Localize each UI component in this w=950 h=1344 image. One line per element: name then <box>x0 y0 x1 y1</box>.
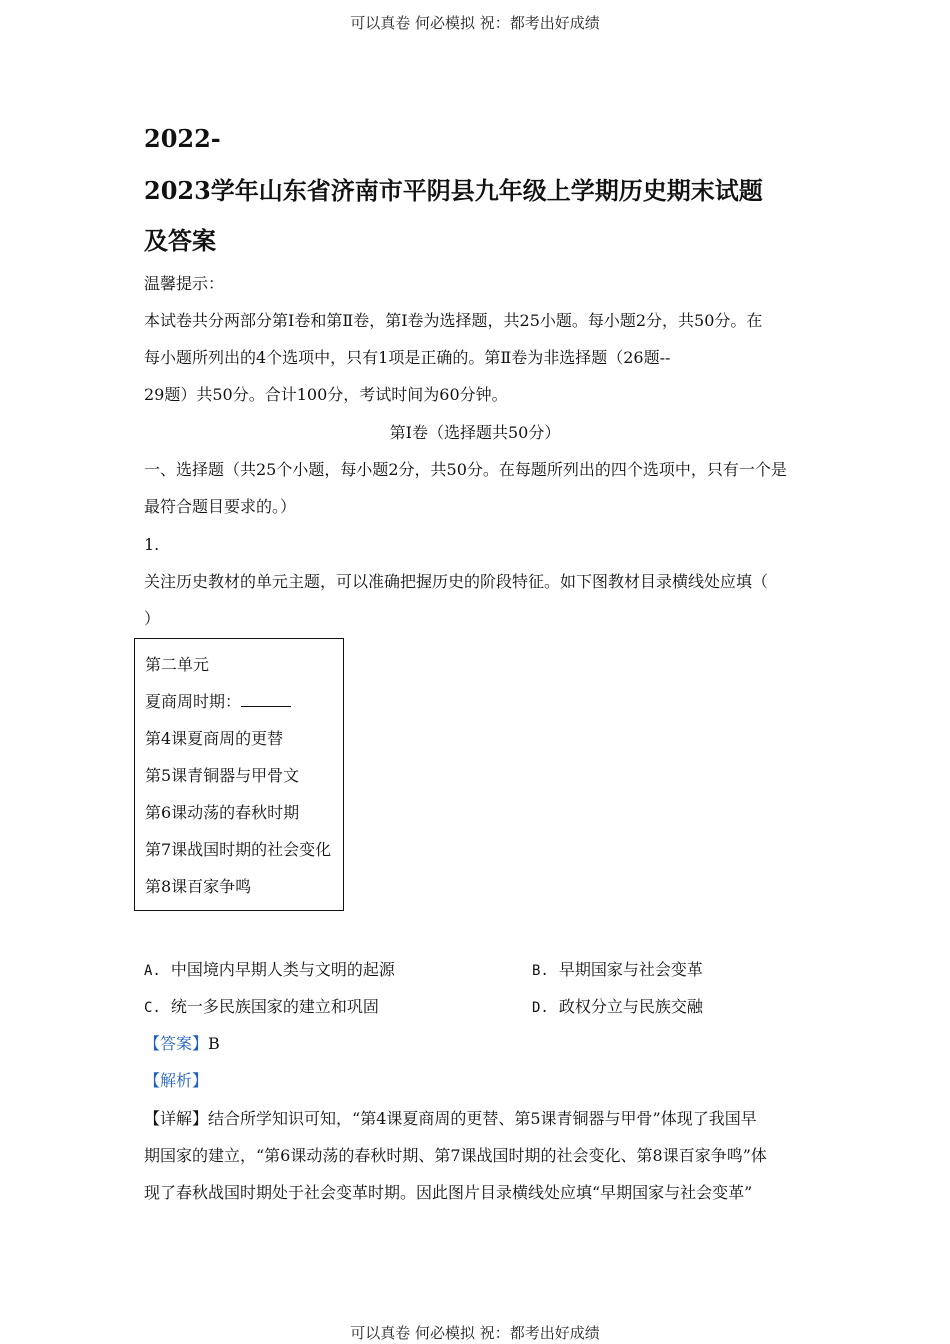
analysis-tag: 【解析】 <box>144 1071 209 1090</box>
option-letter: A. <box>144 963 161 979</box>
answer-tag: 【答案】 <box>144 1034 209 1053</box>
answer-value: B <box>208 1034 220 1053</box>
detail-line: 期国家的建立，“第6课动荡的春秋时期、第7课战国时期的社会变化、第8课百家争鸣”体 <box>144 1146 767 1165</box>
option-letter: C. <box>144 1000 161 1016</box>
detail-text: 结合所学知识可知，“第4课夏商周的更替、第5课青铜器与甲骨”体现了我国早 <box>208 1109 757 1128</box>
option-text: 统一多民族国家的建立和巩固 <box>170 997 379 1016</box>
notice-heading: 温馨提示： <box>144 274 225 293</box>
title-line-2: 2023学年山东省济南市平阴县九年级上学期历史期末试题 <box>144 176 763 205</box>
page-footer: 可以真卷 何必模拟 祝：都考出好成绩 <box>350 1324 600 1342</box>
option-a <box>144 960 395 981</box>
question-number: 1. <box>144 535 160 554</box>
toc-box <box>134 638 344 911</box>
analysis-line <box>144 1071 208 1091</box>
option-b <box>532 960 703 981</box>
section-instructions: 最符合题目要求的。） <box>144 497 297 516</box>
option-d <box>532 997 703 1018</box>
page-header: 可以真卷 何必模拟 祝：都考出好成绩 <box>350 14 600 32</box>
toc-lesson: 第5课青铜器与甲骨文 <box>145 766 300 785</box>
option-letter: D. <box>532 1000 549 1016</box>
toc-lesson: 第4课夏商周的更替 <box>145 729 284 748</box>
option-c <box>144 997 379 1018</box>
answer-line <box>144 1034 220 1054</box>
toc-period-label: 夏商周时期： <box>145 692 242 711</box>
detail-line: 现了春秋战国时期处于社会变革时期。因此图片目录横线处应填“早期国家与社会变革” <box>144 1183 753 1202</box>
notice-line: 29题）共50分。合计100分，考试时间为60分钟。 <box>144 385 508 404</box>
section-instructions: 一、选择题（共25个小题，每小题2分，共50分。在每题所列出的四个选项中，只有一个是 <box>144 460 787 479</box>
option-text: 早期国家与社会变革 <box>558 960 703 979</box>
question-stem: ） <box>144 609 161 628</box>
title-line-3: 及答案 <box>144 226 216 255</box>
option-text: 中国境内早期人类与文明的起源 <box>170 960 395 979</box>
detail-line <box>144 1109 757 1129</box>
notice-line: 本试卷共分两部分第Ⅰ卷和第Ⅱ卷，第Ⅰ卷为选择题，共25小题。每小题2分，共50分。在 <box>144 311 763 330</box>
toc-period <box>145 692 291 712</box>
question-stem: 关注历史教材的单元主题，可以准确把握历史的阶段特征。如下图教材目录横线处应填（ <box>144 572 769 591</box>
option-text: 政权分立与民族交融 <box>558 997 703 1016</box>
option-letter: B. <box>532 963 549 979</box>
toc-unit: 第二单元 <box>145 655 210 674</box>
toc-lesson: 第6课动荡的春秋时期 <box>145 803 300 822</box>
toc-lesson: 第8课百家争鸣 <box>145 877 252 896</box>
toc-lesson: 第7课战国时期的社会变化 <box>145 840 332 859</box>
detail-tag: 【详解】 <box>144 1109 209 1128</box>
title-line-1: 2022- <box>144 124 221 153</box>
section-title: 第Ⅰ卷（选择题共50分） <box>389 423 561 442</box>
notice-line: 每小题所列出的4个选项中，只有1项是正确的。第Ⅱ卷为非选择题（26题-- <box>144 348 671 367</box>
toc-blank <box>241 692 291 707</box>
